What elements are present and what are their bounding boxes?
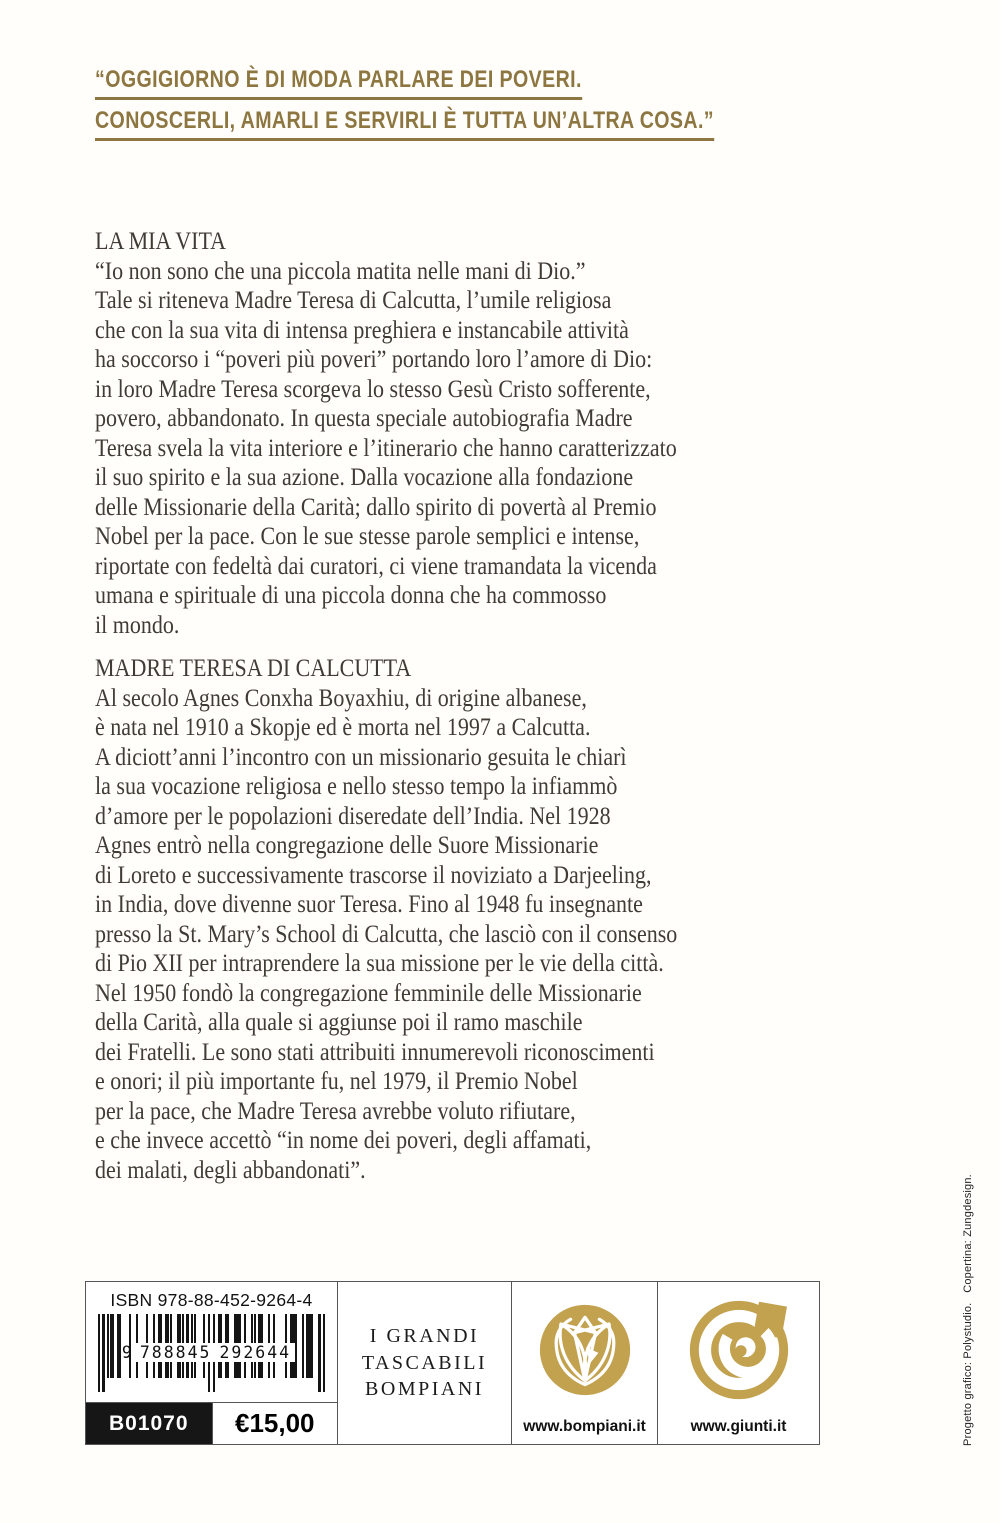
cover-quote-line: “OGGIGIORNO È DI MODA PARLARE DEI POVERI. [95,66,869,100]
body-line: “Io non sono che una piccola matita nelle mani di Dio.” [95,257,586,285]
section-heading: MADRE TERESA DI CALCUTTA [95,655,412,682]
design-credits: Progetto grafico: Polystudio. Copertina: Zungdesign. [962,1174,974,1446]
body-line: di Loreto e successivamente trascorse il noviziato a Darjeeling, [95,861,652,889]
section-body [95,257,756,641]
cover-quote [95,66,869,148]
body-line: Teresa svela la vita interiore e l’itinerario che hanno caratterizzato [95,434,677,462]
isbn-label: ISBN 978-88-452-9264-4 [110,1290,313,1310]
body-line: e onori; il più importante fu, nel 1979, il Premio Nobel [95,1068,578,1095]
body-line: Nobel per la pace. Con le sue stesse parole semplici e intense, [95,523,640,550]
body-line: ha soccorso i “poveri più poveri” portando loro l’amore di Dio: [95,346,653,373]
giunti-url: www.giunti.it [690,1418,787,1435]
body-line: riportate con fedeltà dai curatori, ci viene tramandata la vicenda [95,552,657,580]
giunti-cell [657,1281,820,1445]
cover-quote-line: CONOSCERLI, AMARLI E SERVIRLI È TUTTA UN’ALTRA COSA.” [95,107,869,141]
barcode-digit-group: 292644 [215,1343,295,1362]
section-la-mia-vita [95,227,756,640]
body-line: dei malati, degli abbandonati”. [95,1156,366,1184]
body-line: d’amore per le popolazioni diseredate dell’India. Nel 1928 [95,802,611,830]
body-line: in India, dove divenne suor Teresa. Fino al 1948 fu insegnante [95,891,643,918]
imprint-line: I GRANDI [369,1325,480,1348]
catalog-code: B01070 [86,1403,212,1444]
section-heading: LA MIA VITA [95,228,227,255]
body-line: in loro Madre Teresa scorgeva lo stesso Gesù Cristo sofferente, [95,375,651,403]
body-line: dei Fratelli. Le sono stati attribuiti innumerevoli riconoscimenti [95,1038,655,1066]
imprint-line: TASCABILI [361,1351,488,1374]
bompiani-cell [511,1281,658,1445]
barcode-digit-group: 788845 [136,1343,216,1362]
giunti-g-icon [687,1298,791,1402]
body-line: delle Missionarie della Carità; dallo spirito di povertà al Premio [95,493,657,521]
price: €15,00 [212,1403,338,1444]
body-line: Tale si riteneva Madre Teresa di Calcutta, l’umile religiosa [95,287,612,314]
body-line: Al secolo Agnes Conxha Boyaxhiu, di origine albanese, [95,684,587,712]
body-line: umana e spirituale di una piccola donna che ha commosso [95,582,607,609]
body-line: il suo spirito e la sua azione. Dalla vocazione alla fondazione [95,464,634,491]
body-line: e che invece accettò “in nome dei poveri, degli affamati, [95,1127,592,1154]
bompiani-flower-icon [537,1302,633,1398]
body-line: il mondo. [95,611,180,639]
body-line: è nata nel 1910 a Skopje ed è morta nel 1997 a Calcutta. [95,714,591,741]
code-price-row [86,1402,337,1444]
body-line: povero, abbandonato. In questa speciale autobiografia Madre [95,405,633,432]
section-body [95,684,757,1186]
body-line: della Carità, alla quale si aggiunse poi il ramo maschile [95,1009,583,1036]
body-line: che con la sua vita di intensa preghiera e instancabile attività [95,316,629,344]
barcode-digits [80,1343,337,1362]
imprint-line: BOMPIANI [365,1378,484,1401]
bompiani-url: www.bompiani.it [523,1418,646,1435]
body-line: di Pio XII per intraprendere la sua missione per le vie della città. [95,950,664,977]
body-line: Agnes entrò nella congregazione delle Suore Missionarie [95,832,599,859]
footer-strip [85,1281,820,1445]
body-line: presso la St. Mary’s School di Calcutta, che lasciò con il consenso [95,920,678,948]
barcode-digit-lead: 9 [121,1343,134,1362]
body-line: Nel 1950 fondò la congregazione femminile delle Missionarie [95,979,642,1007]
body-line: la sua vocazione religiosa e nello stesso tempo la infiammò [95,773,618,800]
body-line: A diciott’anni l’incontro con un missionario gesuita le chiarì [95,743,627,771]
section-biografia [95,654,757,1185]
body-line: per la pace, che Madre Teresa avrebbe voluto rifiutare, [95,1097,576,1125]
imprint-cell [337,1281,512,1445]
barcode-cell [85,1281,338,1445]
